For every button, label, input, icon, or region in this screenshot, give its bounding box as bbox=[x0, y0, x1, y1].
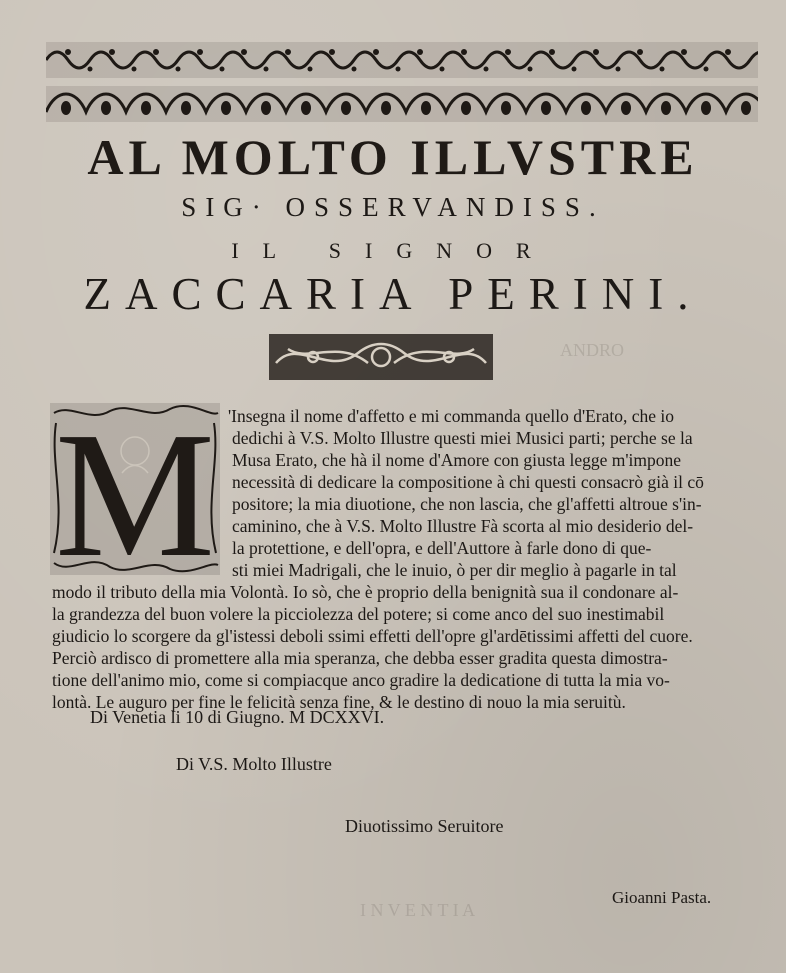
show-through-text: ANDRO bbox=[560, 340, 625, 360]
body-line: 'Insegna il nome d'affetto e mi commanda quello d'Erato, che io bbox=[228, 406, 675, 426]
body-line: la protettione, e dell'opra, e dell'Auttore à farle dono di que- bbox=[232, 538, 652, 558]
body-line: Perciò ardisco di promettere alla mia speranza, che debba esser gradita questa dimostra- bbox=[52, 648, 668, 668]
body-line: lontà. Le auguro per fine le felicità senza fine, & le destino di nouo la mia seruitù. bbox=[52, 692, 626, 712]
decorated-initial-m-icon bbox=[50, 403, 220, 575]
ornamental-border-top bbox=[46, 42, 758, 78]
body-line: modo il tributo della mia Volontà. Io sò, che è proprio della benignità sua il condonare al- bbox=[52, 582, 679, 602]
title-line-2: SIG· OSSERVANDISS. bbox=[181, 192, 605, 222]
title-line-3: IL SIGNOR bbox=[231, 238, 555, 263]
title-line-4: ZACCARIA PERINI. bbox=[83, 269, 703, 319]
body-line: Musa Erato, che hà il nome d'Amore con giusta legge m'impone bbox=[232, 450, 682, 470]
vignette-ornament-icon bbox=[268, 333, 494, 381]
signature: Gioanni Pasta. bbox=[612, 888, 712, 907]
svg-text:M: M bbox=[54, 403, 216, 575]
date-line: Di Venetia li 10 di Giugno. M DCXXVI. bbox=[90, 707, 385, 727]
body-line: positore; la mia diuotione, che non lascia, che gl'affetti altroue s'in- bbox=[232, 494, 702, 514]
title-line-1: AL MOLTO ILLVSTRE bbox=[87, 129, 699, 185]
salutation: Di V.S. Molto Illustre bbox=[176, 754, 332, 774]
body-line: dedichi à V.S. Molto Illustre questi miei Musici parti; perche se la bbox=[232, 428, 693, 448]
show-through-text: I N V E N T I A bbox=[360, 900, 476, 920]
servant-line: Diuotissimo Seruitore bbox=[345, 816, 504, 836]
body-line: necessità di dedicare la compositione à chi questi consacrò già il cō bbox=[232, 472, 704, 492]
body-line: tione dell'animo mio, come si compiacque anco gradire la dedicatione di tutta la mia vo- bbox=[52, 670, 670, 690]
body-line: giudicio lo scorgere da gl'istessi deboli ssimi effetti dell'opre gl'ardētissimi affetti del cuore. bbox=[52, 626, 693, 646]
body-line: la grandezza del buon volere la picciolezza del potere; si come anco del suo inestimabil bbox=[52, 604, 665, 624]
body-line: sti miei Madrigali, che le inuio, ò per dir meglio à pagarle in tal bbox=[232, 560, 677, 580]
ornamental-border-bottom bbox=[46, 86, 758, 122]
body-line: caminino, che à V.S. Molto Illustre Fà scorta al mio desiderio del- bbox=[232, 516, 694, 536]
